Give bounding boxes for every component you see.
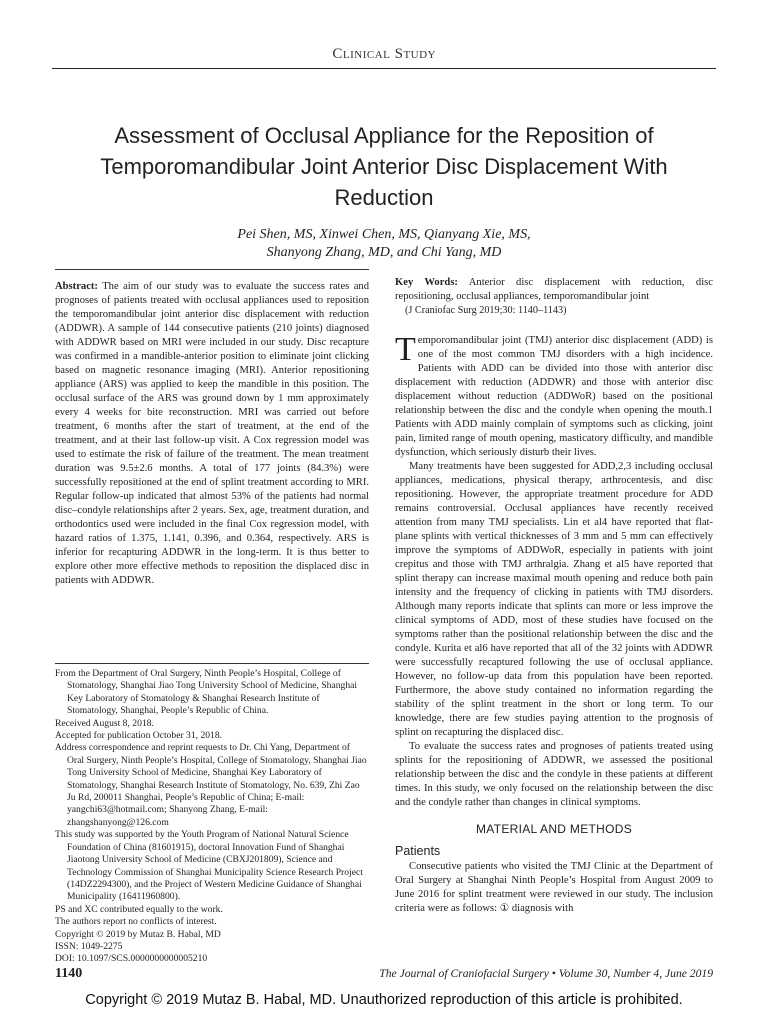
keywords (395, 276, 713, 318)
journal-footer-line: The Journal of Craniofacial Surgery • Volume 30, Number 4, June 2019 (379, 967, 713, 980)
footnote-issn: ISSN: 1049-2275 (55, 940, 123, 952)
body-paragraph-3: To evaluate the success rates and prognoses of patients treated using splints for the repositioning of ADDWR, we assessed the positional relationship between the disc and the condyle in these patients at different times. In this study, we only focused on the relationship between the disc and the condyle rather than changes in clinical symptoms. (395, 741, 713, 808)
authors-line-1: Pei Shen, MS, Xinwei Chen, MS, Qianyang Xie, MS, (237, 227, 531, 242)
footnote-affiliation: From the Department of Oral Surgery, Ninth People’s Hospital, College of Stomatology, Shanghai Jiao Tong University School of Medicine, Shanghai Key Laboratory of Stomatology & Shanghai Research Institute of Stomatology, Shanghai, People’s Republic of China. (55, 668, 358, 717)
footnote-correspondence: Address correspondence and reprint requests to Dr. Chi Yang, Department of Oral Surgery, Ninth People’s Hospital, College of Stomatology, Shanghai Jiao Tong University School of Medicine, Shanghai Key Laboratory of Stomatology, Shanghai Research Institute of Stomatology, No. 639, Zhi Zao Ju Rd, 200011 Shanghai, People’s Republic of China; E-mail: yangchi63@hotmail.com; Shanyong Zhang, E-mail: zhangshanyong@126.com (55, 742, 367, 828)
abstract-bottom-rule (55, 663, 369, 664)
abstract-top-rule (55, 269, 369, 270)
abstract (55, 280, 369, 588)
body-paragraph-1-text: emporomandibular joint (TMJ) anterior disc displacement (ADD) is one of the most common TMJ disorders with a high incidence. Patients with ADD can be divided into those with anterior disc displacement with reduction (ADDWR) and those with anterior disc displacement without reduction (ADDWoR) based on the positional relationship between the disc and the condyle when opening the mouth.1 Patients with ADD mainly complain of symptoms such as clicking, joint pain, limited range of mouth opening, masticatory difficulty, and mandible dysfunction, which seriously disturb their lives. (395, 335, 713, 458)
footnote-doi: DOI: 10.1097/SCS.0000000000005210 (55, 953, 208, 965)
footnotes (55, 668, 369, 966)
header-rule (52, 68, 716, 69)
section-label: Clinical Study (332, 46, 436, 62)
body-paragraph-1 (395, 331, 713, 460)
page-number: 1140 (55, 966, 83, 981)
body-paragraph-4: Consecutive patients who visited the TMJ Clinic at the Department of Oral Surgery at Shanghai Ninth People’s Hospital from August 2009 to June 2016 for splint treatment were reviewed in our study. The inclusion criteria were as follows: ① diagnosis with (395, 861, 713, 914)
keywords-text: Anterior disc displacement with reduction, disc repositioning, occlusal appliances, temporomandibular joint (395, 277, 713, 302)
abstract-label: Abstract: (55, 281, 98, 292)
footnote-accepted: Accepted for publication October 31, 2018. (55, 730, 223, 742)
copyright-banner: Copyright © 2019 Mutaz B. Habal, MD. Unauthorized reproduction of this article is prohibited. (85, 992, 683, 1008)
footnote-equal-contribution: PS and XC contributed equally to the work. (55, 903, 223, 915)
footnote-conflicts: The authors report no conflicts of interest. (55, 916, 217, 928)
body-paragraph-2: Many treatments have been suggested for ADD,2,3 including occlusal appliances, medications, physical therapy, arthrocentesis, and disc repositioning. However, the appropriate treatment procedure for ADD remains controversial. Occlusal appliances have recently received attention from many TMJ specialists. Lin et al4 have reported that flat-plane splints with vertical thicknesses of 3 mm and 5 mm can effectively improve the symptoms of ADDWoR, especially in patients with joint crepitus and those with TMJ arthralgia. Zhang et al5 have reported that splint therapy can increase maximal mouth opening and reduce both pain intensity and the frequency of clicking in patients with TMJ disorders. Although many reports indicate that splints can more or less improve the clinical symptoms of ADD, most of these studies have focused on the symptoms rather than the positional relationship between the disc and the condyle. Kurita et al6 have reported that all of the 32 joints with ADDWR were successfully recaptured following the use of occlusal appliance. However, no follow-up data from this population have been reported. Furthermore, the above study contained no information regarding the stability of the splint treatment in the short or long term. To our knowledge, there are few studies paying attention to the prognosis of splint on recapturing the displaced disc. (395, 461, 713, 738)
article-title: Assessment of Occlusal Appliance for the Reposition of Temporomandibular Joint Anterior Disc Displacement With Reduction (100, 123, 668, 210)
subsection-heading: Patients (395, 844, 441, 858)
footnote-received: Received August 8, 2018. (55, 717, 154, 729)
footnote-funding: This study was supported by the Youth Program of National Natural Science Foundation of China (81601915), doctoral Innovation Fund of Shanghai Jiaotong University School of Medicine (CBXJ201809), Science and Technology Commission of Shanghai Municipality Science Research Project (14DZ2294300), and the Project of Western Medicine Guidance of Shanghai Municipality (16411960800). (55, 829, 363, 903)
article-body (395, 331, 713, 916)
right-column (395, 276, 713, 916)
section-heading: MATERIAL AND METHODS (475, 822, 633, 836)
keywords-label: Key Words: (395, 277, 458, 288)
drop-cap: T (395, 331, 416, 368)
author-list (80, 226, 688, 262)
footnote-copyright: Copyright © 2019 by Mutaz B. Habal, MD (55, 928, 221, 940)
left-column (55, 280, 369, 588)
abstract-text: The aim of our study was to evaluate the success rates and prognoses of patients treated with occlusal appliances used to reposition the temporomandibular joint anterior disc displacement with reduction (ADDWR). A sample of 144 consecutive patients (210 joints) diagnosed with ADDWR based on MRI were included in our study. Disc recapture was confirmed in a mandible-anterior position to eliminate joint clicking based on magnetic resonance imaging (MRI). Anterior repositioning appliance (ARS) was applied to keep the mandible in this position. The occlusal surface of the ARS was ground down by 1 mm approximately every 4 weeks for bite reconstruction. MRI was carried out before treatment, 6 months after the start of treatment, at the end of the treatment, and at their last follow-up visit. A Cox regression model was used to estimate the risk of failure of the treatment. The mean treatment duration was 9.5±2.6 months. A total of 177 joints (84.3%) were successfully repositioned at the end of splint treatment according to MRI. Regular follow-up indicated that almost 53% of the patients had normal disc–condyle relationships after 2 years. Sex, age, treatment duration, and orthodontics used were included in the final Cox regression model, with hazard ratios of 1.375, 1.141, 0.396, and 0.364, respectively. ARS is inferior for recapturing ADDWR in the long-term. It is thus better to explore other more effective methods to reposition the displaced disc in patients with ADDWR. (55, 281, 369, 586)
authors-line-2: Shanyong Zhang, MD, and Chi Yang, MD (266, 245, 502, 260)
journal-citation: (J Craniofac Surg 2019;30: 1140–1143) (405, 305, 567, 316)
